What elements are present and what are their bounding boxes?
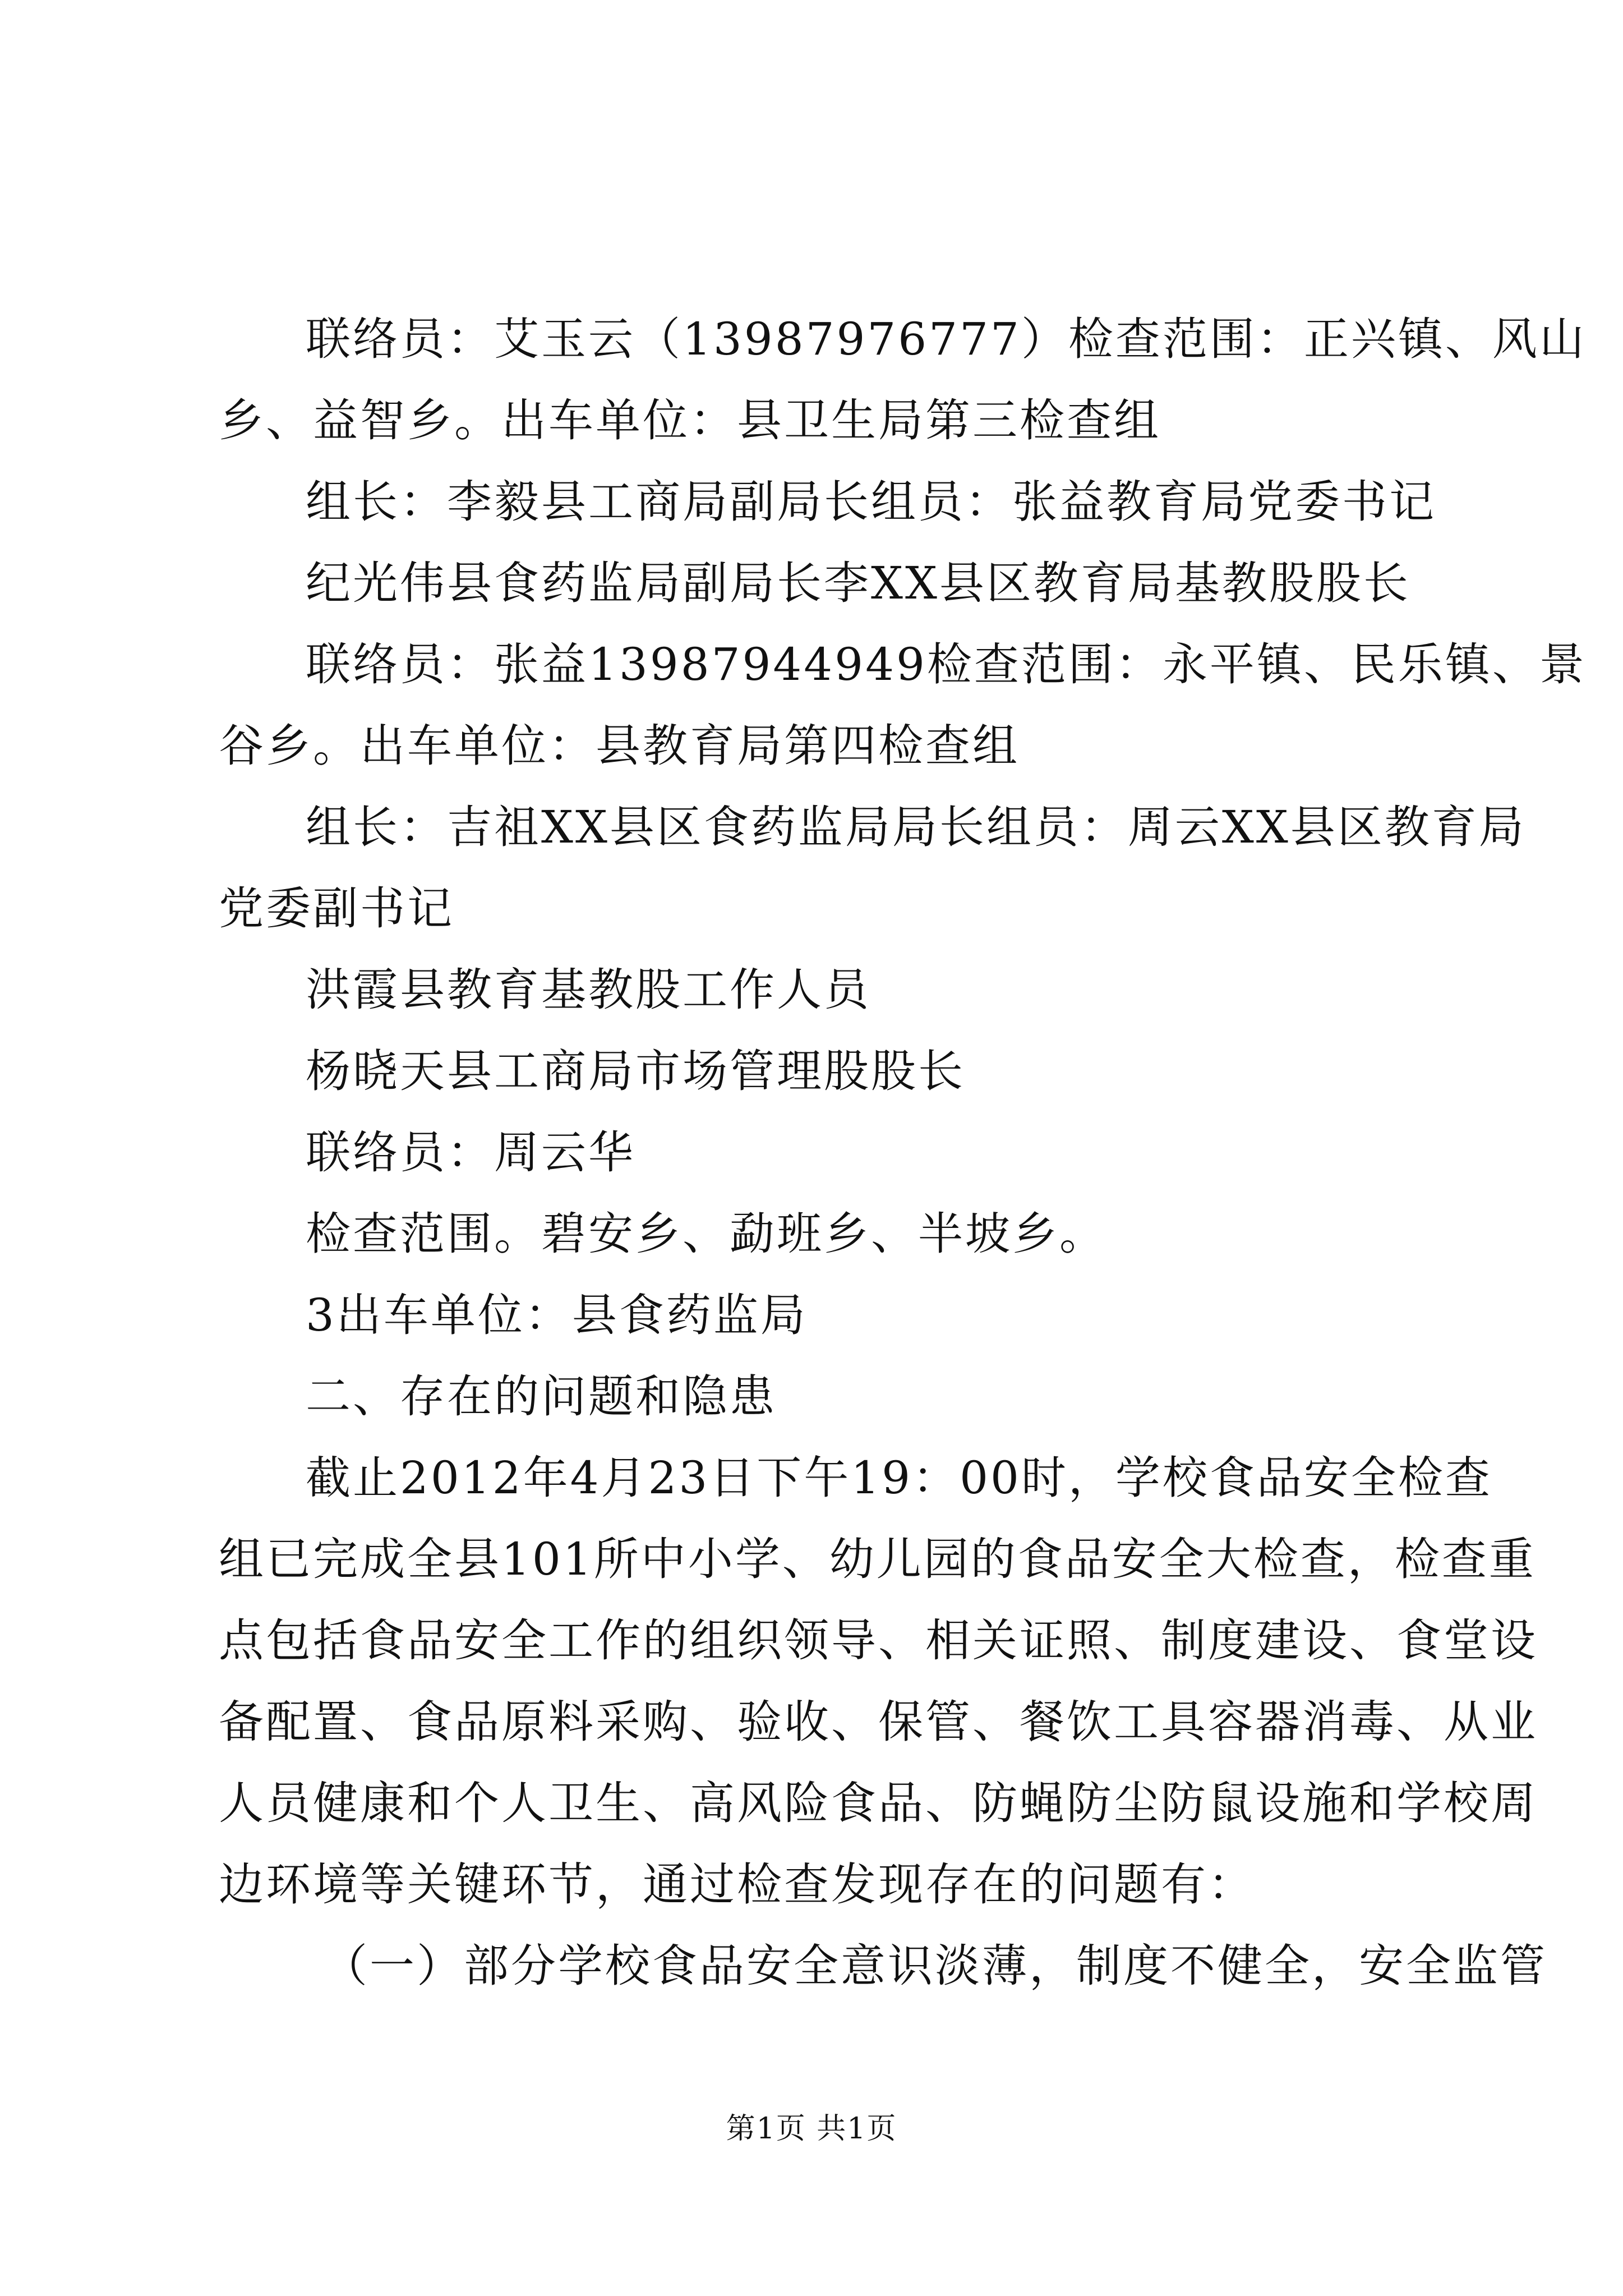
text-line: 组长：李毅县工商局副局长组员：张益教育局党委书记 xyxy=(306,476,1436,528)
page-footer: 第1页 共1页 xyxy=(726,2112,897,2146)
text-line: 谷乡。出车单位：县教育局第四检查组 xyxy=(219,720,1020,772)
text-line: 检查范围。碧安乡、勐班乡、半坡乡。 xyxy=(306,1208,1106,1260)
text-line: 组已完成全县101所中小学、幼儿园的食品安全大检查，检查重 xyxy=(219,1533,1536,1585)
text-line: 联络员：艾玉云（13987976777）检查范围：正兴镇、风山 xyxy=(306,313,1587,365)
text-line: （一）部分学校食品安全意识淡薄，制度不健全，安全监管 xyxy=(322,1940,1547,1992)
text-line: 乡、益智乡。出车单位：县卫生局第三检查组 xyxy=(219,394,1161,447)
text-line: 党委副书记 xyxy=(219,882,454,935)
text-line: 联络员：周云华 xyxy=(306,1126,635,1179)
text-line: 人员健康和个人卫生、高风险食品、防蝇防尘防鼠设施和学校周 xyxy=(219,1777,1538,1829)
text-line: 纪光伟县食药监局副局长李XX县区教育局基教股股长 xyxy=(306,557,1410,609)
text-line: 杨晓天县工商局市场管理股股长 xyxy=(306,1045,965,1097)
section-heading: 二、存在的问题和隐患 xyxy=(306,1370,777,1423)
text-line: 备配置、食品原料采购、验收、保管、餐饮工具容器消毒、从业 xyxy=(219,1696,1538,1748)
text-line: 边环境等关键环节，通过检查发现存在的问题有： xyxy=(219,1858,1255,1911)
text-line: 3出车单位：县食药监局 xyxy=(306,1289,808,1341)
text-line: 组长：吉祖XX县区食药监局局长组员：周云XX县区教育局 xyxy=(306,801,1526,853)
text-line: 截止2012年4月23日下午19：00时，学校食品安全检查 xyxy=(306,1452,1492,1504)
text-line: 点包括食品安全工作的组织领导、相关证照、制度建设、食堂设 xyxy=(219,1614,1538,1667)
text-line: 洪霞县教育基教股工作人员 xyxy=(306,964,871,1016)
text-line: 联络员：张益13987944949检查范围：永平镇、民乐镇、景 xyxy=(306,638,1587,691)
